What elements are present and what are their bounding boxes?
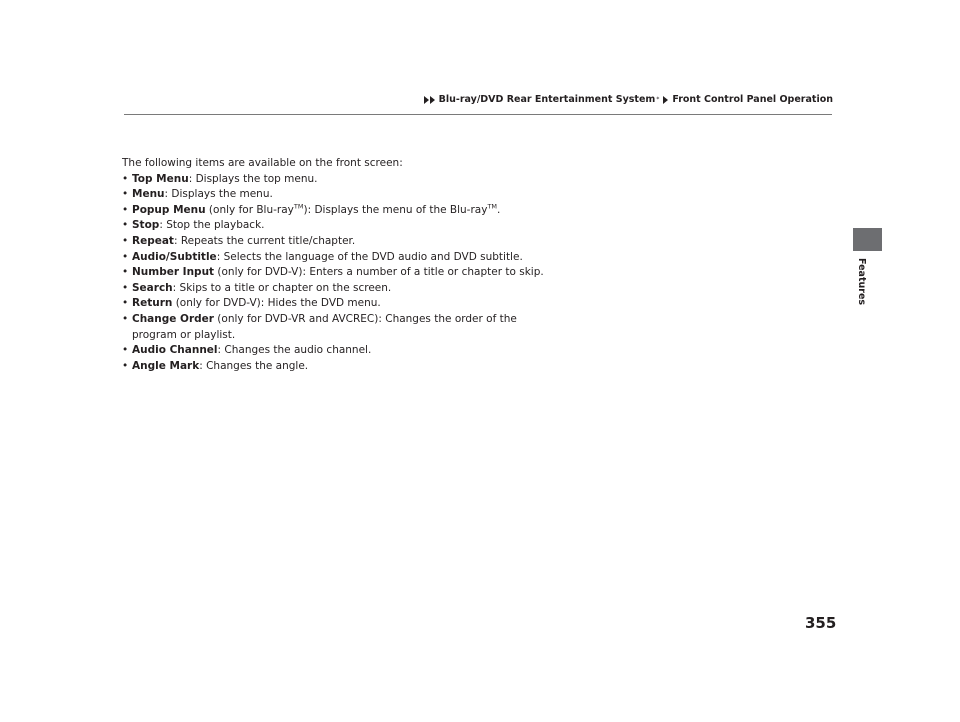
list-item: • Audio Channel: Changes the audio channel. [122,344,372,357]
list-item: • Change Order (only for DVD-VR and AVCREC): Changes the order of the program or playlist. [122,312,517,341]
list-item: • Popup Menu (only for Blu-ray™): Displays the menu of the Blu-ray™. [122,202,501,216]
page-number: 355 [805,614,837,632]
header-divider [124,114,832,115]
list-item: • Stop: Stop the playback. [122,219,265,232]
breadcrumb-section: Blu-ray/DVD Rear Entertainment System [438,94,656,105]
section-tab-label: Features [856,258,867,306]
list-item: • Top Menu: Displays the top menu. [122,172,318,185]
feature-list [122,172,682,375]
list-item: • Search: Skips to a title or chapter on the screen. [122,281,392,294]
list-item: • Number Input (only for DVD-V): Enters a number of a title or chapter to skip. [122,266,544,279]
main-content [122,156,682,374]
double-arrow-icon [424,96,436,104]
arrow-icon [663,96,669,104]
optional-feature-mark: * [656,96,660,103]
intro-text: The following items are available on the front screen: [122,157,403,169]
breadcrumb [424,94,833,105]
list-item: • Repeat: Repeats the current title/chapter. [122,234,356,247]
list-item: • Angle Mark: Changes the angle. [122,359,309,372]
list-item: • Audio/Subtitle: Selects the language of the DVD audio and DVD subtitle. [122,250,523,263]
list-item: • Menu: Displays the menu. [122,188,273,201]
list-item: • Return (only for DVD-V): Hides the DVD menu. [122,297,381,310]
section-tab-marker [853,228,882,251]
breadcrumb-page: Front Control Panel Operation [672,94,833,105]
